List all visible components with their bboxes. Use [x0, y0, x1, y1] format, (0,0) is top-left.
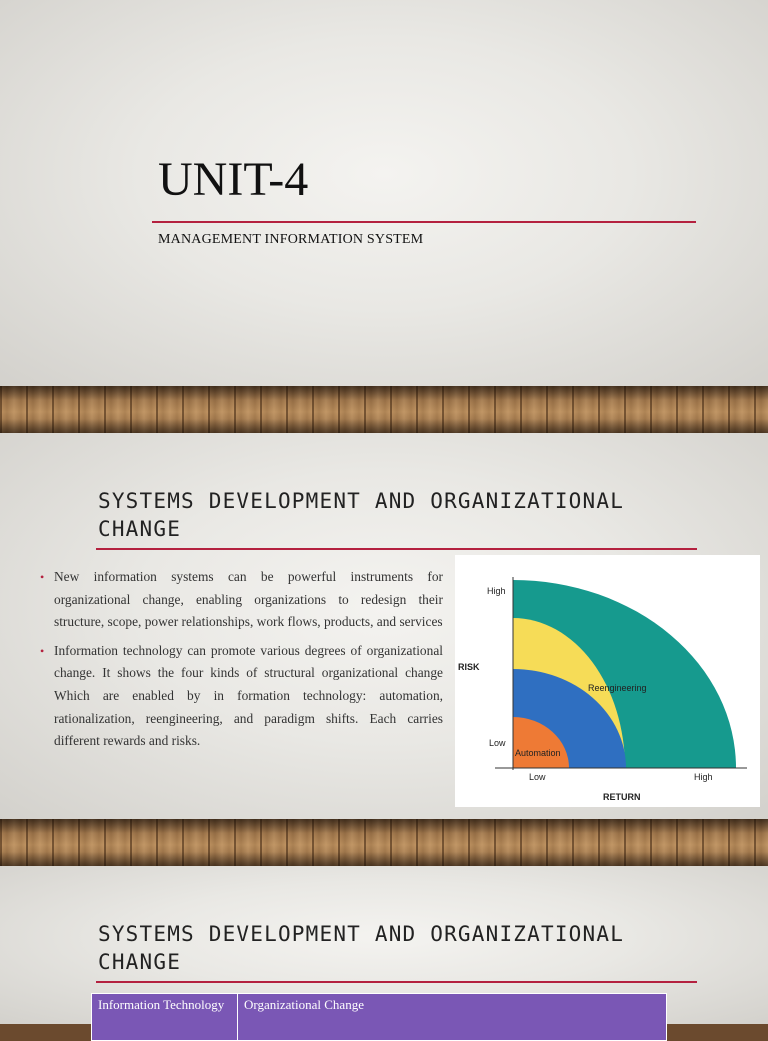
- wood-floor-divider: [0, 386, 768, 433]
- reengineering-label: Reengineering: [588, 683, 647, 693]
- wood-floor-divider: [0, 819, 768, 866]
- slide-subtitle: MANAGEMENT INFORMATION SYSTEM: [158, 232, 424, 247]
- bullet-item: [40, 566, 443, 634]
- slide-heading: SYSTEMS DEVELOPMENT AND ORGANIZATIONAL CHANGE: [98, 489, 625, 541]
- change-risk-return-figure: [455, 555, 760, 807]
- y-low-label: Low: [489, 738, 506, 748]
- table-header-cell: Information Technology: [92, 994, 238, 1041]
- table-header-cell: Organizational Change: [238, 994, 667, 1041]
- bullet-icon: •: [40, 643, 45, 658]
- x-axis-label: RETURN: [603, 792, 641, 802]
- bullet-list: [40, 566, 443, 759]
- slide-heading: SYSTEMS DEVELOPMENT AND ORGANIZATIONAL CHANGE: [98, 922, 625, 974]
- x-high-label: High: [694, 772, 713, 782]
- table-header-row: [92, 994, 667, 1041]
- slide-title-heading: UNIT-4: [158, 153, 309, 206]
- x-low-label: Low: [529, 772, 546, 782]
- heading-divider: [96, 981, 697, 983]
- bullet-text: Information technology can promote various degrees of organizational change. It shows the four kinds of structural organizational change Which are enabled by in formation technology: automation, rationalization, reengineering, and paradigm shifts. Each carries different rewards and risks.: [54, 642, 443, 749]
- it-change-table: [91, 993, 667, 1041]
- title-divider: [152, 221, 696, 223]
- heading-divider: [96, 548, 697, 550]
- risk-return-diagram: [455, 555, 760, 807]
- y-high-label: High: [487, 586, 506, 596]
- slide-title: [0, 0, 768, 386]
- bullet-icon: •: [40, 570, 45, 584]
- bullet-item: [40, 640, 443, 753]
- y-axis-label: RISK: [458, 662, 480, 672]
- bullet-text: New information systems can be powerful instruments for organizational change, enabling organizations to redesign their structure, scope, power relationships, work flows, products, and services: [54, 569, 443, 630]
- automation-label: Automation: [515, 748, 561, 758]
